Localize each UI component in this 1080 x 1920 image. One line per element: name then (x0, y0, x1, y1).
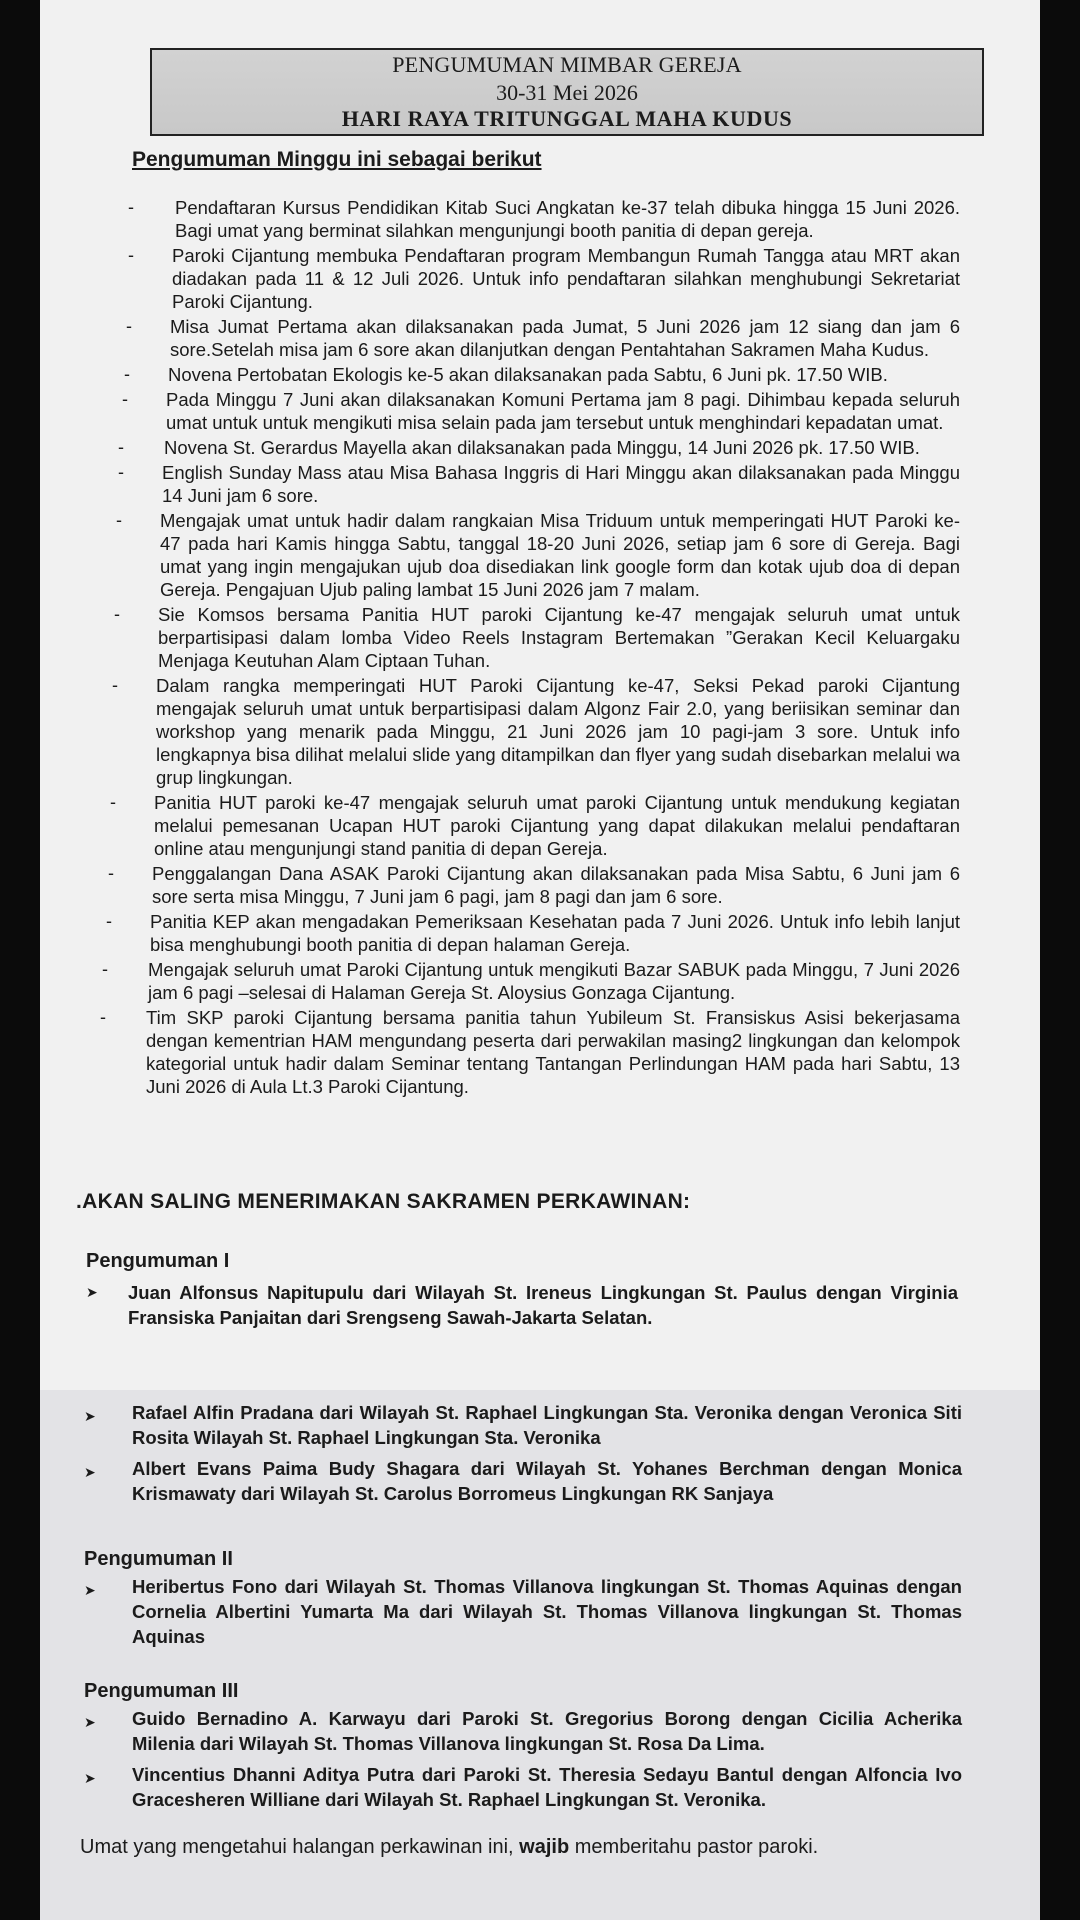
header-date: 30-31 Mei 2026 (496, 80, 638, 105)
section-title: Pengumuman Minggu ini sebagai berikut (132, 148, 542, 171)
arrow-icon: ➤ (84, 1770, 96, 1786)
list-item (40, 315, 1040, 361)
announcement-text: Dalam rangka memperingati HUT Paroki Cijantung ke-47, Seksi Pekad paroki Cijantung mengajak seluruh umat untuk berpartisipasi dalam Algonz Fair 2.0, yang beriisikan seminar dan workshop yang menarik pada Minggu, 21 Juni 2026 jam 10 pagi-jam 3 sore. Untuk info lengkapnya bisa dilihat melalui slide yang ditampilkan dan flyer yang sudah disebarkan melalui wa grup lingkungan. (156, 675, 960, 788)
closing-text-end: memberitahu pastor paroki. (569, 1836, 819, 1858)
list-item (40, 363, 1040, 386)
bullet-dash: - (116, 510, 122, 530)
announcement-text: Tim SKP paroki Cijantung bersama panitia tahun Yubileum St. Fransiskus Asisi bekerjasama dengan kementrian HAM mengundang peserta dari perwakilan masing2 lingkungan dan kelompok kategorial untuk hadir dalam Seminar tentang Tantangan Perlindungan HAM pada hari Sabtu, 13 Juni 2026 di Aula Lt.3 Paroki Cijantung. (146, 1007, 960, 1097)
announcement-text: Misa Jumat Pertama akan dilaksanakan pada Jumat, 5 Juni 2026 jam 12 siang dan jam 6 sore.Setelah misa jam 6 sore akan dilanjutkan dengan Pentahtahan Sakramen Maha Kudus. (170, 316, 960, 360)
bullet-dash: - (110, 792, 116, 812)
arrow-icon: ➤ (84, 1714, 96, 1730)
list-item (40, 196, 1040, 242)
couple-entry: Guido Bernadino A. Karwayu dari Paroki St. Gregorius Borong dengan Cicilia Acherika Milenia dari Wilayah St. Thomas Villanova lingkungan St. Rosa Da Lima. (132, 1708, 962, 1754)
bullet-dash: - (128, 245, 134, 265)
couple-entry: Vincentius Dhanni Aditya Putra dari Paroki St. Theresia Sedayu Bantul dengan Alfoncia Ivo Gracesheren Williane dari Wilayah St. Raphael Lingkungan St. Veronika. (132, 1764, 962, 1810)
announcement-text: Novena St. Gerardus Mayella akan dilaksanakan pada Minggu, 14 Juni 2026 pk. 17.50 WIB. (164, 437, 920, 458)
bullet-dash: - (118, 462, 124, 482)
closing-emphasis: wajib (519, 1836, 570, 1858)
announcement-text: Panitia KEP akan mengadakan Pemeriksaan Kesehatan pada 7 Juni 2026. Untuk info lebih lanjut bisa menghubungi booth panitia di depan halaman Gereja. (150, 911, 960, 955)
couple-entry: Juan Alfonsus Napitupulu dari Wilayah St. Ireneus Lingkungan St. Paulus dengan Virginia Fransiska Panjaitan dari Srengseng Sawah-Jakarta Selatan. (128, 1282, 958, 1328)
bullet-dash: - (118, 437, 124, 457)
arrow-icon: ➤ (84, 1582, 96, 1598)
bullet-dash: - (102, 959, 108, 979)
list-item (40, 674, 1040, 789)
announcement-list (40, 196, 1040, 1100)
couple-entry: Albert Evans Paima Budy Shagara dari Wilayah St. Yohanes Berchman dengan Monica Krismawaty dari Wilayah St. Carolus Borromeus Lingkungan RK Sanjaya (132, 1458, 962, 1504)
closing-text-start: Umat yang mengetahui halangan perkawinan ini, (80, 1836, 520, 1858)
closing-note (80, 1836, 818, 1859)
bullet-dash: - (122, 389, 128, 409)
header-title: PENGUMUMAN MIMBAR GEREJA (392, 52, 742, 77)
list-item (40, 1006, 1040, 1098)
announcement-text: Mengajak umat untuk hadir dalam rangkaian Misa Triduum untuk memperingati HUT Paroki ke-47 pada hari Kamis hingga Sabtu, tanggal 18-20 Juni 2026, setiap jam 6 sore di Gereja. Bagi umat yang ingin mengajukan ujub doa disediakan link google form dan kotak ujub doa di depan Gereja. Pengajuan Ujub paling lambat 15 Juni 2026 jam 7 malam. (160, 510, 960, 600)
arrow-icon: ➤ (84, 1464, 96, 1480)
list-item (40, 436, 1040, 459)
bullet-dash: - (114, 604, 120, 624)
list-item (40, 862, 1040, 908)
list-item (40, 509, 1040, 601)
list-item (40, 461, 1040, 507)
announcement-text: English Sunday Mass atau Misa Bahasa Inggris di Hari Minggu akan dilaksanakan pada Minggu 14 Juni jam 6 sore. (162, 462, 960, 506)
announcement-heading-1: Pengumuman I (86, 1250, 230, 1272)
marriage-section-title: .AKAN SALING MENERIMAKAN SAKRAMEN PERKAWINAN: (76, 1190, 691, 1213)
couple-entry: Rafael Alfin Pradana dari Wilayah St. Raphael Lingkungan Sta. Veronika dengan Veronica Siti Rosita Wilayah St. Raphael Lingkungan Sta. Veronika (132, 1402, 962, 1448)
list-item (40, 910, 1040, 956)
list-item (40, 603, 1040, 672)
bullet-dash: - (108, 863, 114, 883)
list-item (40, 791, 1040, 860)
arrow-icon: ➤ (86, 1284, 98, 1300)
arrow-icon: ➤ (84, 1408, 96, 1424)
announcement-text: Panitia HUT paroki ke-47 mengajak seluruh umat paroki Cijantung untuk mendukung kegiatan melalui pemesanan Ucapan HUT paroki Cijantung yang dapat dilakukan melalui pendaftaran online atau mengunjungi stand panitia di depan Gereja. (154, 792, 960, 859)
announcement-text: Pada Minggu 7 Juni akan dilaksanakan Komuni Pertama jam 8 pagi. Dihimbau kepada seluruh umat untuk untuk mengikuti misa selain pada jam tersebut untuk menghindari kepadatan umat. (166, 389, 960, 433)
bullet-dash: - (128, 197, 134, 217)
list-item (40, 388, 1040, 434)
list-item (40, 244, 1040, 313)
header-box (150, 48, 984, 136)
announcement-text: Mengajak seluruh umat Paroki Cijantung untuk mengikuti Bazar SABUK pada Minggu, 7 Juni 2026 jam 6 pagi –selesai di Halaman Gereja St. Aloysius Gonzaga Cijantung. (148, 959, 960, 1003)
bullet-dash: - (112, 675, 118, 695)
header-feast: HARI RAYA TRITUNGGAL MAHA KUDUS (341, 106, 793, 131)
announcement-heading-2: Pengumuman II (84, 1548, 233, 1570)
announcement-text: Pendaftaran Kursus Pendidikan Kitab Suci Angkatan ke-37 telah dibuka hingga 15 Juni 2026. Bagi umat yang berminat silahkan mengunjungi booth panitia di depan gereja. (175, 197, 960, 241)
bullet-dash: - (124, 364, 130, 384)
announcement-sheet (40, 0, 1040, 1920)
announcement-text: Novena Pertobatan Ekologis ke-5 akan dilaksanakan pada Sabtu, 6 Juni pk. 17.50 WIB. (168, 364, 888, 385)
announcement-text: Paroki Cijantung membuka Pendaftaran program Membangun Rumah Tangga atau MRT akan diadakan pada 11 & 12 Juli 2026. Untuk info pendaftaran silahkan menghubungi Sekretariat Paroki Cijantung. (172, 245, 960, 312)
bullet-dash: - (100, 1007, 106, 1027)
couple-entry: Heribertus Fono dari Wilayah St. Thomas Villanova lingkungan St. Thomas Aquinas dengan Cornelia Albertini Yumarta Ma dari Wilayah St. Thomas Villanova lingkungan St. Thomas Aquinas (132, 1576, 962, 1647)
announcement-text: Penggalangan Dana ASAK Paroki Cijantung akan dilaksanakan pada Misa Sabtu, 6 Juni jam 6 sore serta misa Minggu, 7 Juni jam 6 pagi, jam 8 pagi dan jam 6 sore. (152, 863, 960, 907)
bullet-dash: - (106, 911, 112, 931)
bullet-dash: - (126, 316, 132, 336)
announcement-heading-3: Pengumuman III (84, 1680, 239, 1702)
announcement-text: Sie Komsos bersama Panitia HUT paroki Cijantung ke-47 mengajak seluruh umat untuk berpartisipasi dalam lomba Video Reels Instagram Bertemakan ”Gerakan Kecil Keluargaku Menjaga Keutuhan Alam Ciptaan Tuhan. (158, 604, 960, 671)
list-item (40, 958, 1040, 1004)
